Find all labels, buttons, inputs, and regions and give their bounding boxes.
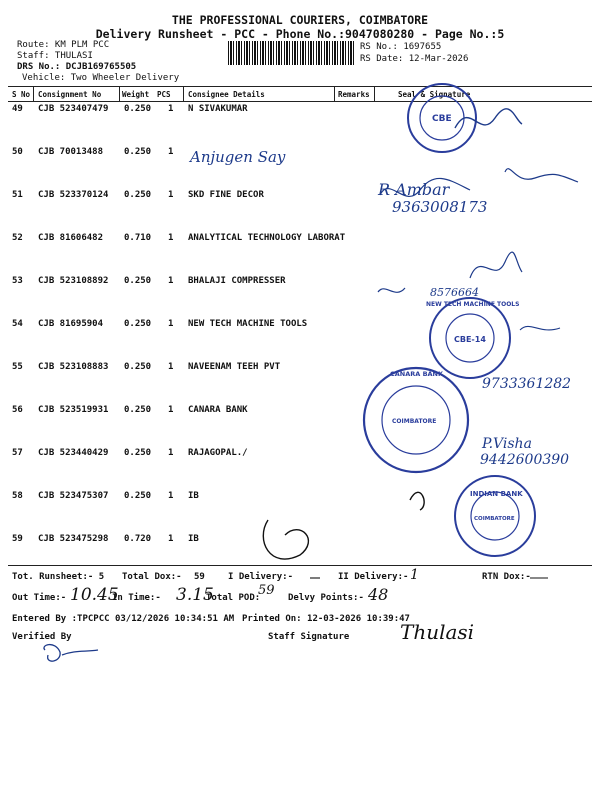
rs-date: RS Date: 12-Mar-2026 bbox=[360, 54, 469, 64]
handwriting-row50: Anjugen Say bbox=[190, 148, 286, 166]
row-weight: 0.250 bbox=[124, 190, 152, 200]
handwriting-row51-sig: R Ambar bbox=[378, 180, 450, 199]
row-weight: 0.250 bbox=[124, 405, 152, 415]
row-pcs: 1 bbox=[168, 405, 174, 415]
handwriting-ii-delivery: 1 bbox=[410, 567, 419, 583]
row-sno: 52 bbox=[12, 233, 23, 243]
printed-on: Printed On: 12-03-2026 10:39:47 bbox=[242, 614, 410, 624]
row-consignment: CJB 81695904 bbox=[38, 319, 104, 329]
row-sno: 57 bbox=[12, 448, 23, 458]
row-consignee: SKD FINE DECOR bbox=[188, 190, 264, 200]
row-pcs: 1 bbox=[168, 448, 174, 458]
vehicle: Vehicle: Two Wheeler Delivery bbox=[22, 73, 180, 83]
stamp-text-cbe: CBE bbox=[432, 114, 452, 124]
row-consignment: CJB 523407479 bbox=[38, 104, 109, 114]
rtn-dox-label: RTN Dox:- bbox=[482, 572, 531, 582]
row-sno: 58 bbox=[12, 491, 23, 501]
row-sno: 56 bbox=[12, 405, 23, 415]
col-consignee: Consignee Details bbox=[188, 90, 265, 99]
stamp-text-canara: CANARA BANK bbox=[390, 370, 444, 378]
row-weight: 0.250 bbox=[124, 448, 152, 458]
stamp-text-indianbank: INDIAN BANK bbox=[470, 490, 523, 498]
row-weight: 0.710 bbox=[124, 233, 152, 243]
stamp-text-canara-city: COIMBATORE bbox=[392, 418, 437, 425]
drs-no: DRS No.: DCJB169765505 bbox=[17, 62, 137, 72]
row-consignment: CJB 523475307 bbox=[38, 491, 109, 501]
handwriting-row55-phone: 9733361282 bbox=[482, 376, 572, 392]
row-weight: 0.250 bbox=[124, 362, 152, 372]
row-consignment: CJB 523519931 bbox=[38, 405, 109, 415]
in-time-label: In Time:- bbox=[112, 593, 161, 603]
col-pcs: PCS bbox=[157, 90, 171, 99]
row-consignee: NEW TECH MACHINE TOOLS bbox=[188, 319, 308, 329]
handwriting-row51-phone: 9363008173 bbox=[392, 198, 488, 216]
stamp-text-indian-city: COIMBATORE bbox=[474, 516, 515, 522]
total-dox-label: Total Dox:- bbox=[122, 572, 182, 582]
row-weight: 0.250 bbox=[124, 319, 152, 329]
row-sno: 55 bbox=[12, 362, 23, 372]
row-consignment: CJB 523440429 bbox=[38, 448, 109, 458]
col-seal: Seal & Signature bbox=[398, 90, 471, 99]
row-weight: 0.720 bbox=[124, 534, 152, 544]
row-consignee: IB bbox=[188, 534, 199, 544]
row-sno: 49 bbox=[12, 104, 23, 114]
row-consignment: CJB 523108892 bbox=[38, 276, 109, 286]
stamp-text-newtech: NEW TECH MACHINE TOOLS bbox=[426, 301, 520, 308]
rs-no: RS No.: 1697655 bbox=[360, 42, 442, 52]
row-consignment: CJB 523475298 bbox=[38, 534, 109, 544]
company-title: THE PROFESSIONAL COURIERS, COIMBATORE bbox=[171, 13, 429, 27]
stamp-text-cbe14: CBE-14 bbox=[454, 335, 486, 344]
runsheet-subtitle: Delivery Runsheet - PCC - Phone No.:9047080280 - Page No.:5 bbox=[95, 27, 505, 41]
route: Route: KM PLM PCC bbox=[17, 40, 110, 50]
handwriting-row57-phone: 9442600390 bbox=[480, 452, 570, 468]
row-pcs: 1 bbox=[168, 534, 174, 544]
row-consignee: CANARA BANK bbox=[188, 405, 248, 415]
row-sno: 54 bbox=[12, 319, 23, 329]
handwriting-row53-phone: 8576664 bbox=[430, 286, 479, 299]
handwriting-total-pod: 59 bbox=[258, 583, 275, 598]
row-sno: 50 bbox=[12, 147, 23, 157]
staff-signature-label: Staff Signature bbox=[268, 632, 350, 642]
row-pcs: 1 bbox=[168, 233, 174, 243]
row-weight: 0.250 bbox=[124, 276, 152, 286]
entered-by: Entered By :TPCPCC 03/12/2026 10:34:51 AM bbox=[12, 614, 235, 624]
col-weight: Weight bbox=[122, 90, 150, 99]
handwriting-in-time: 3.15 bbox=[176, 585, 214, 605]
row-consignee: RAJAGOPAL./ bbox=[188, 448, 248, 458]
staff: Staff: THULASI bbox=[17, 51, 93, 61]
row-sno: 53 bbox=[12, 276, 23, 286]
row-consignee: NAVEENAM TEEH PVT bbox=[188, 362, 281, 372]
row-consignee: N SIVAKUMAR bbox=[188, 104, 248, 114]
row-sno: 51 bbox=[12, 190, 23, 200]
row-sno: 59 bbox=[12, 534, 23, 544]
row-pcs: 1 bbox=[168, 104, 174, 114]
row-consignee: IB bbox=[188, 491, 199, 501]
row-pcs: 1 bbox=[168, 362, 174, 372]
row-pcs: 1 bbox=[168, 190, 174, 200]
row-weight: 0.250 bbox=[124, 147, 152, 157]
row-pcs: 1 bbox=[168, 491, 174, 501]
total-pod-label: Total POD: bbox=[206, 593, 261, 603]
row-pcs: 1 bbox=[168, 276, 174, 286]
row-consignee: ANALYTICAL TECHNOLOGY LABORAT bbox=[188, 233, 346, 243]
col-consignment: Consignment No bbox=[38, 90, 102, 99]
row-consignment: CJB 523108883 bbox=[38, 362, 109, 372]
row-consignment: CJB 81606482 bbox=[38, 233, 104, 243]
delvy-points-label: Delvy Points:- bbox=[288, 593, 364, 603]
total-dox-value: 59 bbox=[194, 572, 205, 582]
row-consignee: BHALAJI COMPRESSER bbox=[188, 276, 286, 286]
row-weight: 0.250 bbox=[124, 491, 152, 501]
handwriting-staff-sig: Thulasi bbox=[400, 620, 475, 644]
row-pcs: 1 bbox=[168, 319, 174, 329]
verified-by-label: Verified By bbox=[12, 632, 72, 642]
out-time-label: Out Time:- bbox=[12, 593, 67, 603]
handwriting-row57-sig: P.Visha bbox=[482, 436, 532, 452]
tot-runsheet: Tot. Runsheet:- 5 bbox=[12, 572, 105, 582]
ii-delivery-label: II Delivery:- bbox=[338, 572, 409, 582]
col-remarks: Remarks bbox=[338, 90, 370, 99]
row-consignment: CJB 70013488 bbox=[38, 147, 104, 157]
row-weight: 0.250 bbox=[124, 104, 152, 114]
row-consignment: CJB 523370124 bbox=[38, 190, 109, 200]
col-sno: S No bbox=[12, 90, 31, 99]
handwriting-delvy-points: 48 bbox=[368, 585, 389, 604]
i-delivery-label: I Delivery:- bbox=[228, 572, 294, 582]
row-pcs: 1 bbox=[168, 147, 174, 157]
handwriting-out-time: 10.45 bbox=[70, 585, 119, 605]
